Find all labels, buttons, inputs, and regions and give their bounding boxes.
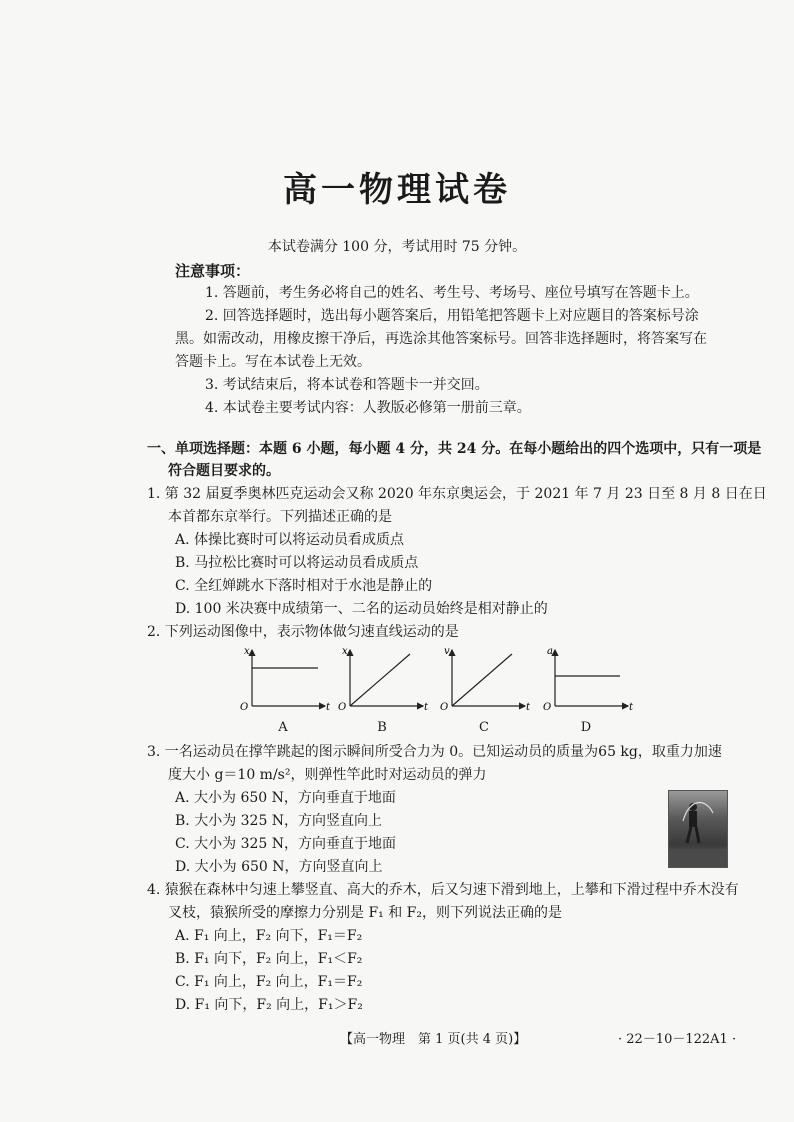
pole-vault-photo [668,790,728,868]
graph-a-xaxis: t [326,702,331,713]
graph-c-yaxis: v [444,646,450,657]
graph-a-origin: O [240,702,249,713]
q1-option-a: A. 体操比赛时可以将运动员看成质点 [175,532,405,548]
q1-stem-line-2: 本首都东京举行。下列描述正确的是 [168,509,392,525]
graph-b-label: B [377,720,387,735]
q4-stem-line-2: 叉枝，猿猴所受的摩擦力分别是 F₁ 和 F₂，则下列说法正确的是 [168,905,563,921]
graph-d-origin: O [543,702,552,713]
q4-stem-line-1: 4. 猿猴在森林中匀速上攀竖直、高大的乔木，后又匀速下滑到地上，上攀和下滑过程中乔木没有 [147,882,739,898]
q1-option-d: D. 100 米决赛中成绩第一、二名的运动员始终是相对静止的 [175,601,548,617]
notice-line-4: 答题卡上。写在本试卷上无效。 [175,354,371,370]
section-heading-line-1: 一、单项选择题：本题 6 小题，每小题 4 分，共 24 分。在每小题给出的四个选项中，只有一项是 [147,441,762,457]
graph-c-label: C [479,720,489,735]
graph-b-origin: O [338,702,347,713]
graph-c [440,646,531,713]
q1-stem-line-1: 1. 第 32 届夏季奥林匹克运动会又称 2020 年东京奥运会，于 2021 年 7 月 23 日至 8 月 8 日在日 [147,486,767,502]
q3-option-b: B. 大小为 325 N，方向竖直向上 [175,813,383,829]
graph-c-origin: O [440,702,449,713]
graph-b [338,646,429,713]
graph-a-yaxis: x [244,646,250,657]
q3-option-a: A. 大小为 650 N，方向垂直于地面 [175,790,396,806]
section-heading-line-2: 符合题目要求的。 [168,463,280,479]
notice-line-5: 3. 考试结束后，将本试卷和答题卡一并交回。 [205,377,489,393]
graph-a-label: A [278,720,288,735]
q3-stem-line-2: 度大小 g＝10 m/s²，则弹性竿此时对运动员的弹力 [168,767,487,783]
exam-title: 高一物理试卷 [283,170,511,210]
pole-vaulter-image [669,791,727,867]
graph-a [240,646,331,713]
q1-option-c: C. 全红婵跳水下落时相对于水池是静止的 [175,578,433,594]
notice-line-1: 1. 答题前，考生务必将自己的姓名、考生号、考场号、座位号填写在答题卡上。 [205,285,699,301]
graph-d [543,646,634,713]
q3-option-d: D. 大小为 650 N，方向竖直向上 [175,859,383,875]
q4-option-c: C. F₁ 向上，F₂ 向上，F₁＝F₂ [175,974,363,990]
notice-line-6: 4. 本试卷主要考试内容：人教版必修第一册前三章。 [205,400,531,416]
q2-stem: 2. 下列运动图像中，表示物体做匀速直线运动的是 [147,624,459,640]
graph-b-yaxis: x [342,646,348,657]
q1-option-b: B. 马拉松比赛时可以将运动员看成质点 [175,555,419,571]
notice-line-3: 黑。如需改动，用橡皮擦干净后，再选涂其他答案标号。回答非选择题时，将答案写在 [175,331,707,347]
notice-heading: 注意事项： [175,262,251,280]
graph-d-xaxis: t [629,702,634,713]
exam-subtitle: 本试卷满分 100 分，考试用时 75 分钟。 [267,239,527,255]
notice-line-2: 2. 回答选择题时，选出每小题答案后，用铅笔把答题卡上对应题目的答案标号涂 [205,308,699,324]
q4-option-a: A. F₁ 向上，F₂ 向下，F₁＝F₂ [175,928,363,944]
q4-option-d: D. F₁ 向下，F₂ 向上，F₁＞F₂ [175,997,363,1013]
graph-c-curve [452,654,512,706]
graph-b-curve [350,654,410,706]
exam-code: · 22－10－122A1 · [618,1032,737,1047]
graph-d-label: D [580,720,592,735]
graph-d-yaxis: a [547,646,553,657]
page-footer: 【高一物理 第 1 页(共 4 页)】 [340,1032,527,1047]
graph-b-xaxis: t [424,702,429,713]
q3-stem-line-1: 3. 一名运动员在撑竿跳起的图示瞬间所受合力为 0。已知运动员的质量为65 kg，取重力加速 [147,744,722,760]
q4-option-b: B. F₁ 向下，F₂ 向上，F₁＜F₂ [175,951,363,967]
q3-option-c: C. 大小为 325 N，方向垂直于地面 [175,836,396,852]
graph-c-xaxis: t [526,702,531,713]
